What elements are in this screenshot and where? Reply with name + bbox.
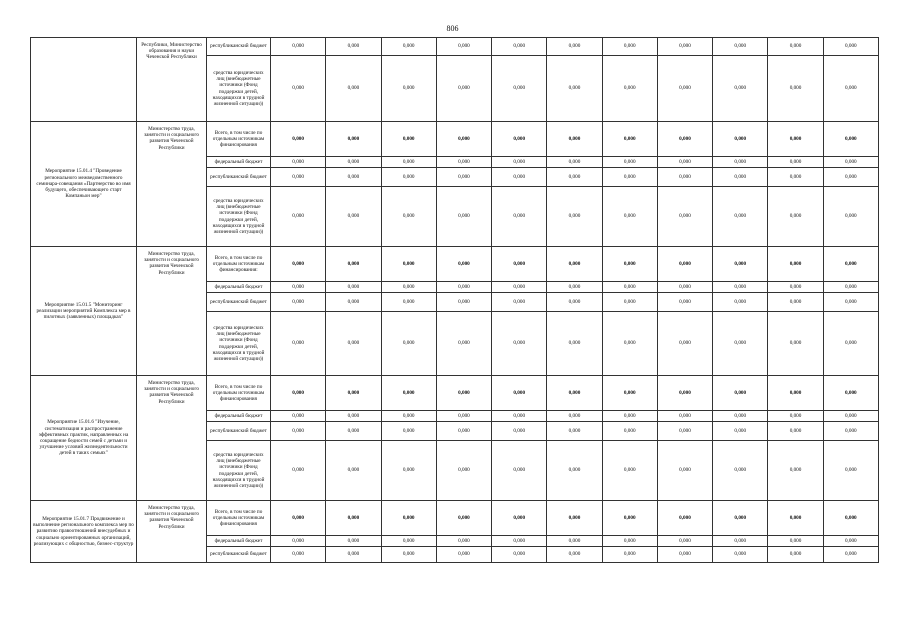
value-cell: 0,000	[657, 411, 712, 422]
value-cell: 0,000	[823, 157, 878, 168]
value-cell: 0,000	[436, 168, 491, 187]
value-cell: 0,000	[436, 282, 491, 293]
value-cell: 0,000	[326, 187, 381, 247]
value-cell: 0,000	[547, 501, 602, 536]
value-cell: 0,000	[271, 38, 326, 56]
value-cell: 0,000	[492, 547, 547, 563]
value-cell: 0,000	[768, 441, 823, 501]
value-cell: 0,000	[436, 441, 491, 501]
value-cell: 0,000	[657, 56, 712, 122]
value-cell: 0,000	[547, 157, 602, 168]
funding-source-cell: Всего, в том числе по отдельным источникам финансирования	[207, 376, 271, 411]
value-cell: 0,000	[602, 168, 657, 187]
value-cell: 0,000	[492, 122, 547, 157]
value-cell: 0,000	[381, 536, 436, 547]
measure-cell: Мероприятие 15.01.7 Продвижение и выполнение регионального комплекса мер по развитию правоотношений внесудебных и социально ориентированных организаций, реализующих с общностью, бизнес-структур	[31, 501, 137, 563]
value-cell: 0,000	[492, 501, 547, 536]
value-cell: 0,000	[602, 376, 657, 411]
measure-cell: Мероприятие 15.01.4 "Проведение регионального межведомственного семинара-совещания «Партнерство во имя будущего, обеспечивающего старт Компаньон мер"	[31, 122, 137, 247]
value-cell: 0,000	[381, 376, 436, 411]
value-cell: 0,000	[657, 422, 712, 441]
value-cell: 0,000	[602, 122, 657, 157]
value-cell: 0,000	[271, 168, 326, 187]
value-cell: 0,000	[381, 441, 436, 501]
value-cell: 0,000	[381, 411, 436, 422]
value-cell: 0,000	[602, 247, 657, 282]
executor-cell: Министерство труда, занятости и социального развития Чеченской Республики	[137, 376, 207, 501]
funding-source-cell: федеральный бюджет	[207, 536, 271, 547]
value-cell: 0,000	[713, 312, 768, 376]
value-cell: 0,000	[713, 422, 768, 441]
value-cell: 0,000	[657, 247, 712, 282]
value-cell: 0,000	[657, 38, 712, 56]
value-cell: 0,000	[768, 547, 823, 563]
value-cell: 0,000	[326, 376, 381, 411]
value-cell: 0,000	[713, 536, 768, 547]
value-cell: 0,000	[768, 187, 823, 247]
value-cell: 0,000	[326, 122, 381, 157]
value-cell: 0,000	[492, 247, 547, 282]
value-cell: 0,000	[271, 56, 326, 122]
value-cell: 0,000	[713, 157, 768, 168]
value-cell: 0,000	[326, 56, 381, 122]
table-row-total	[31, 376, 879, 411]
value-cell: 0,000	[547, 376, 602, 411]
value-cell: 0,000	[381, 157, 436, 168]
value-cell: 0,000	[713, 38, 768, 56]
value-cell: 0,000	[436, 247, 491, 282]
value-cell: 0,000	[657, 441, 712, 501]
executor-cell: Министерство труда, занятости и социального развития Чеченской Республики	[137, 501, 207, 563]
value-cell: 0,000	[271, 547, 326, 563]
value-cell: 0,000	[823, 536, 878, 547]
funding-source-cell: федеральный бюджет	[207, 157, 271, 168]
value-cell: 0,000	[547, 56, 602, 122]
value-cell: 0,000	[271, 187, 326, 247]
value-cell: 0,000	[657, 536, 712, 547]
value-cell: 0,000	[271, 411, 326, 422]
value-cell: 0,000	[657, 547, 712, 563]
value-cell: 0,000	[326, 168, 381, 187]
value-cell: 0,000	[768, 312, 823, 376]
value-cell: 0,000	[381, 422, 436, 441]
value-cell: 0,000	[326, 282, 381, 293]
funding-source-cell: республиканский бюджет	[207, 293, 271, 312]
funding-source-cell: средства юридических лиц (внебюджетные источники (Фонд поддержки детей, находящихся в трудной жизненной ситуации))	[207, 56, 271, 122]
value-cell: 0,000	[768, 56, 823, 122]
page-number: 806	[446, 24, 459, 33]
value-cell: 0,000	[823, 56, 878, 122]
value-cell: 0,000	[271, 536, 326, 547]
value-cell: 0,000	[547, 536, 602, 547]
value-cell: 0,000	[823, 411, 878, 422]
value-cell: 0,000	[326, 312, 381, 376]
value-cell: 0,000	[768, 282, 823, 293]
measure-cell: Мероприятие 15.01.6 "Изучение, систематизация и распространение эффективных практик, направленных на сокращение бедности семей с детьми и улучшение условий жизнедеятельности детей в таких семьях"	[31, 376, 137, 501]
value-cell: 0,000	[657, 282, 712, 293]
table-row-total	[31, 501, 879, 536]
value-cell: 0,000	[602, 293, 657, 312]
executor-cell: Республики, Министерство образования и науки Чеченской Республики	[137, 38, 207, 122]
value-cell: 0,000	[547, 168, 602, 187]
value-cell: 0,000	[713, 411, 768, 422]
value-cell: 0,000	[326, 441, 381, 501]
value-cell: 0,000	[492, 56, 547, 122]
funding-source-cell: Всего, в том числе по отдельным источникам финансирования:	[207, 247, 271, 282]
value-cell: 0,000	[492, 312, 547, 376]
value-cell: 0,000	[547, 187, 602, 247]
value-cell: 0,000	[768, 157, 823, 168]
value-cell: 0,000	[823, 282, 878, 293]
value-cell: 0,000	[381, 293, 436, 312]
value-cell: 0,000	[823, 501, 878, 536]
funding-source-cell: Всего, в том числе по отдельным источникам финансирования	[207, 501, 271, 536]
value-cell: 0,000	[436, 293, 491, 312]
value-cell: 0,000	[381, 168, 436, 187]
value-cell: 0,000	[713, 247, 768, 282]
value-cell: 0,000	[326, 411, 381, 422]
value-cell: 0,000	[657, 312, 712, 376]
value-cell: 0,000	[547, 282, 602, 293]
value-cell: 0,000	[657, 157, 712, 168]
value-cell: 0,000	[326, 547, 381, 563]
value-cell: 0,000	[436, 376, 491, 411]
value-cell: 0,000	[492, 187, 547, 247]
value-cell: 0,000	[823, 38, 878, 56]
table-row-total	[31, 122, 879, 157]
value-cell: 0,000	[768, 38, 823, 56]
value-cell: 0,000	[713, 547, 768, 563]
value-cell: 0,000	[768, 122, 823, 157]
value-cell: 0,000	[436, 122, 491, 157]
value-cell: 0,000	[271, 312, 326, 376]
value-cell: 0,000	[602, 441, 657, 501]
value-cell: 0,000	[657, 122, 712, 157]
value-cell: 0,000	[492, 38, 547, 56]
funding-source-cell: средства юридических лиц (внебюджетные источники (Фонд поддержки детей, находящихся в трудной жизненной ситуации))	[207, 312, 271, 376]
value-cell: 0,000	[602, 501, 657, 536]
value-cell: 0,000	[768, 501, 823, 536]
value-cell: 0,000	[602, 38, 657, 56]
value-cell: 0,000	[823, 441, 878, 501]
funding-source-cell: Всего, в том числе по отдельным источникам финансирования	[207, 122, 271, 157]
value-cell: 0,000	[823, 293, 878, 312]
value-cell: 0,000	[326, 501, 381, 536]
value-cell: 0,000	[713, 501, 768, 536]
value-cell: 0,000	[492, 282, 547, 293]
value-cell: 0,000	[768, 247, 823, 282]
value-cell: 0,000	[271, 122, 326, 157]
value-cell: 0,000	[602, 187, 657, 247]
value-cell: 0,000	[436, 157, 491, 168]
value-cell: 0,000	[657, 293, 712, 312]
value-cell: 0,000	[547, 411, 602, 422]
value-cell: 0,000	[657, 376, 712, 411]
value-cell: 0,000	[547, 122, 602, 157]
funding-source-cell: республиканский бюджет	[207, 38, 271, 56]
table-row-total	[31, 247, 879, 282]
value-cell: 0,000	[326, 293, 381, 312]
value-cell: 0,000	[713, 376, 768, 411]
value-cell: 0,000	[823, 247, 878, 282]
value-cell: 0,000	[768, 168, 823, 187]
value-cell: 0,000	[823, 376, 878, 411]
funding-source-cell: федеральный бюджет	[207, 282, 271, 293]
value-cell: 0,000	[326, 38, 381, 56]
table-row	[31, 38, 879, 56]
value-cell: 0,000	[602, 411, 657, 422]
value-cell: 0,000	[657, 187, 712, 247]
value-cell: 0,000	[381, 282, 436, 293]
funding-source-cell: республиканский бюджет	[207, 168, 271, 187]
value-cell: 0,000	[602, 547, 657, 563]
value-cell: 0,000	[381, 312, 436, 376]
value-cell: 0,000	[713, 56, 768, 122]
funding-source-cell: средства юридических лиц (внебюджетные источники (Фонд поддержки детей, находящихся в трудной жизненной ситуации))	[207, 441, 271, 501]
value-cell: 0,000	[823, 122, 878, 157]
value-cell: 0,000	[381, 122, 436, 157]
value-cell: 0,000	[823, 422, 878, 441]
value-cell: 0,000	[492, 422, 547, 441]
value-cell: 0,000	[713, 168, 768, 187]
value-cell: 0,000	[436, 501, 491, 536]
funding-source-cell: республиканский бюджет	[207, 547, 271, 563]
value-cell: 0,000	[381, 38, 436, 56]
value-cell: 0,000	[602, 536, 657, 547]
value-cell: 0,000	[713, 122, 768, 157]
value-cell: 0,000	[492, 157, 547, 168]
value-cell: 0,000	[271, 422, 326, 441]
value-cell: 0,000	[768, 411, 823, 422]
value-cell: 0,000	[436, 38, 491, 56]
value-cell: 0,000	[492, 441, 547, 501]
value-cell: 0,000	[768, 293, 823, 312]
value-cell: 0,000	[768, 536, 823, 547]
value-cell: 0,000	[381, 56, 436, 122]
value-cell: 0,000	[547, 422, 602, 441]
value-cell: 0,000	[547, 247, 602, 282]
value-cell: 0,000	[326, 536, 381, 547]
funding-source-cell: средства юридических лиц (внебюджетные источники (Фонд поддержки детей, находящихся в трудной жизненной ситуации))	[207, 187, 271, 247]
value-cell: 0,000	[713, 187, 768, 247]
value-cell: 0,000	[436, 56, 491, 122]
value-cell: 0,000	[657, 501, 712, 536]
value-cell: 0,000	[436, 312, 491, 376]
value-cell: 0,000	[271, 247, 326, 282]
value-cell: 0,000	[713, 441, 768, 501]
value-cell: 0,000	[381, 501, 436, 536]
value-cell: 0,000	[271, 441, 326, 501]
value-cell: 0,000	[492, 168, 547, 187]
funding-source-cell: федеральный бюджет	[207, 411, 271, 422]
value-cell: 0,000	[436, 422, 491, 441]
value-cell: 0,000	[381, 247, 436, 282]
value-cell: 0,000	[326, 247, 381, 282]
value-cell: 0,000	[713, 282, 768, 293]
funding-source-cell: республиканский бюджет	[207, 422, 271, 441]
value-cell: 0,000	[271, 376, 326, 411]
value-cell: 0,000	[271, 293, 326, 312]
value-cell: 0,000	[492, 376, 547, 411]
value-cell: 0,000	[768, 422, 823, 441]
value-cell: 0,000	[602, 282, 657, 293]
value-cell: 0,000	[492, 411, 547, 422]
value-cell: 0,000	[657, 168, 712, 187]
executor-cell: Министерство труда, занятости и социального развития Чеченской Республики	[137, 247, 207, 376]
value-cell: 0,000	[768, 376, 823, 411]
funding-table	[30, 37, 879, 563]
value-cell: 0,000	[547, 38, 602, 56]
value-cell: 0,000	[602, 312, 657, 376]
value-cell: 0,000	[602, 422, 657, 441]
value-cell: 0,000	[823, 547, 878, 563]
value-cell: 0,000	[326, 422, 381, 441]
value-cell: 0,000	[326, 157, 381, 168]
value-cell: 0,000	[492, 293, 547, 312]
value-cell: 0,000	[436, 547, 491, 563]
value-cell: 0,000	[271, 282, 326, 293]
value-cell: 0,000	[713, 293, 768, 312]
value-cell: 0,000	[547, 441, 602, 501]
value-cell: 0,000	[271, 501, 326, 536]
value-cell: 0,000	[602, 56, 657, 122]
value-cell: 0,000	[492, 536, 547, 547]
measure-cell	[31, 38, 137, 122]
measure-cell: Мероприятие 15.01.5 "Мониторинг реализации мероприятий Комплекса мер в пилотных (заявленных) площадках"	[31, 247, 137, 376]
value-cell: 0,000	[823, 187, 878, 247]
value-cell: 0,000	[381, 547, 436, 563]
value-cell: 0,000	[436, 187, 491, 247]
value-cell: 0,000	[436, 536, 491, 547]
value-cell: 0,000	[547, 547, 602, 563]
value-cell: 0,000	[436, 411, 491, 422]
value-cell: 0,000	[602, 157, 657, 168]
value-cell: 0,000	[547, 293, 602, 312]
value-cell: 0,000	[381, 187, 436, 247]
value-cell: 0,000	[823, 168, 878, 187]
value-cell: 0,000	[271, 157, 326, 168]
value-cell: 0,000	[547, 312, 602, 376]
executor-cell: Министерство труда, занятости и социального развития Чеченской Республики	[137, 122, 207, 247]
value-cell: 0,000	[823, 312, 878, 376]
